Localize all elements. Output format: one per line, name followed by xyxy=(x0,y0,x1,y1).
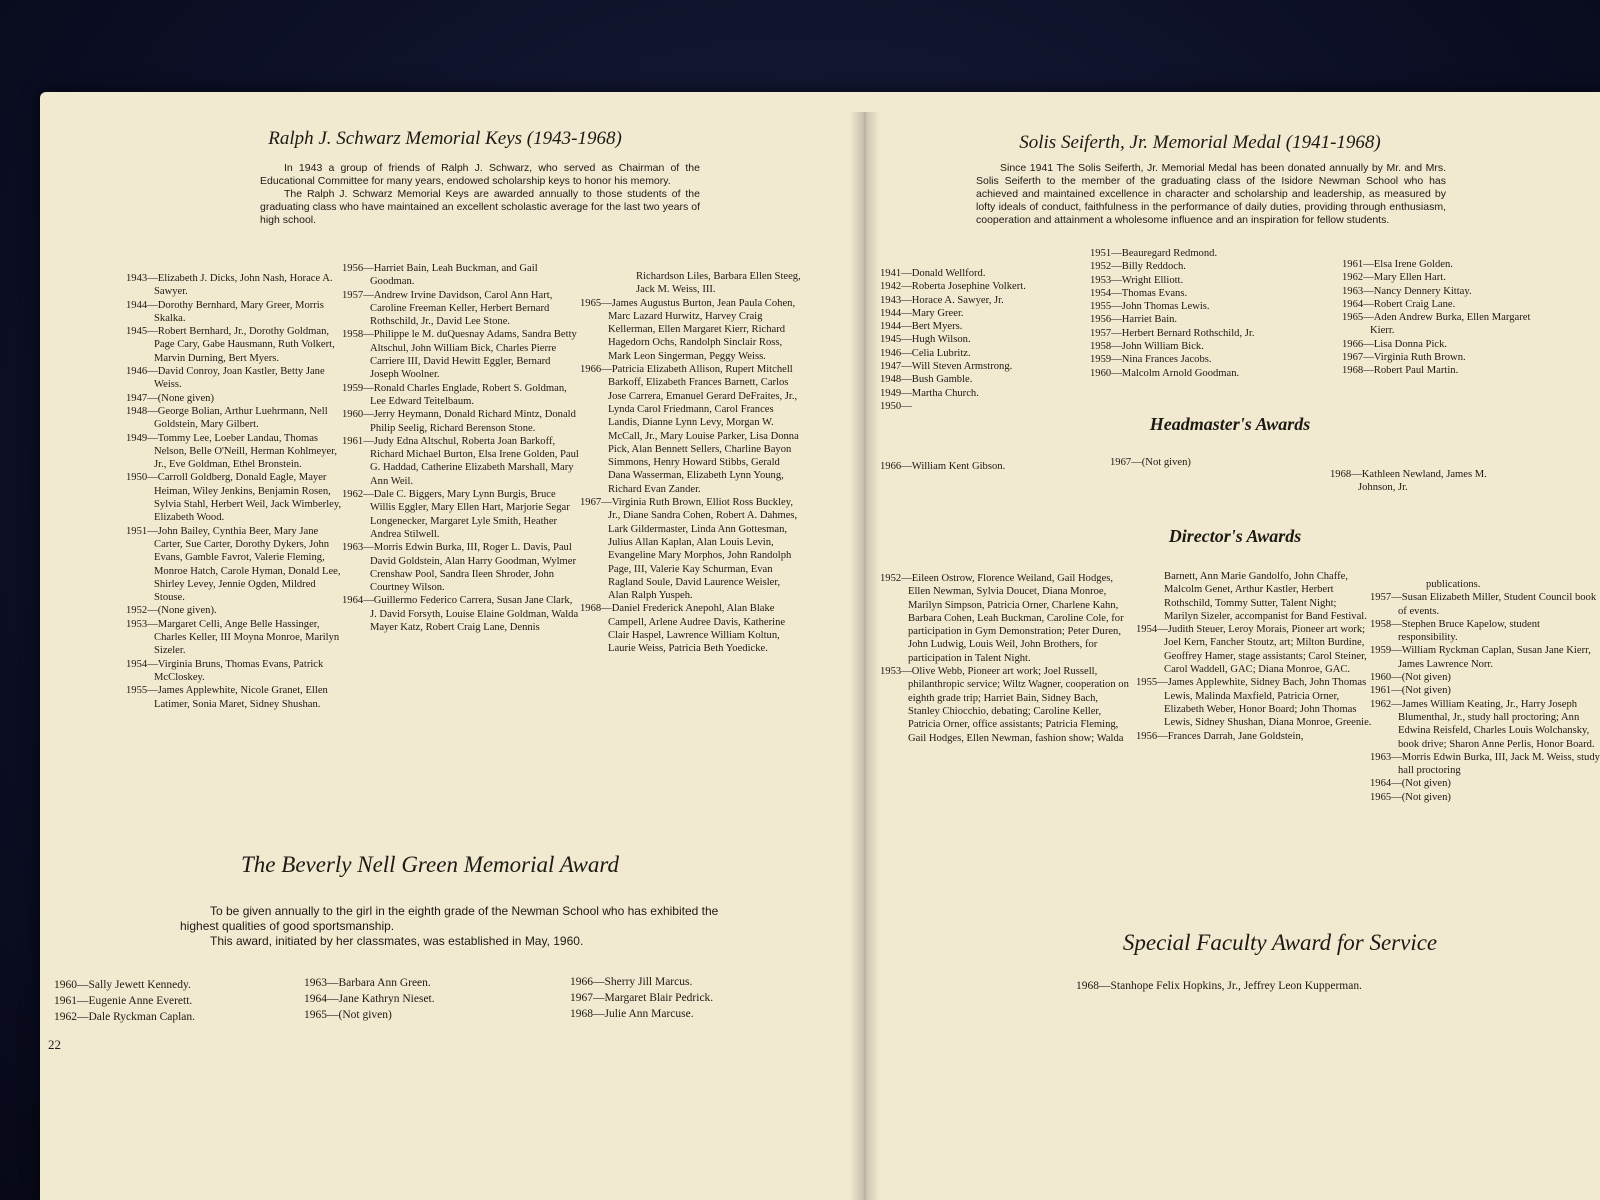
entry-year: 1964 xyxy=(1370,778,1392,790)
schwarz-col3-continuation: Richardson Liles, Barbara Ellen Steeg, Jack M. Weiss, III. xyxy=(636,271,801,296)
entry-names: James William Keating, Jr., Harry Joseph Blumenthal, Jr., study hall proctoring; Ann Edwina Reisfeld, Charles Louis Wolchansky, book drive; Sharon Anne Perlis, Honor Board. xyxy=(1398,698,1595,750)
award-entry: 1957—Andrew Irvine Davidson, Carol Ann Hart, Caroline Freeman Keller, Herbert Bernard Rothschild, Jr., David Lee Stone. xyxy=(342,289,553,328)
entry-year: 1941 xyxy=(880,268,902,279)
entry-year: 1966 xyxy=(570,976,593,988)
award-entry: 1947—(None given) xyxy=(126,392,214,404)
seiferth-column-3 xyxy=(1342,258,1542,378)
seiferth-column-2 xyxy=(1090,247,1340,380)
schwarz-intro-p1: In 1943 a group of friends of Ralph J. Schwarz, who served as Chairman of the Educational Committee for many years, endowed scholarship keys to honor his memory. xyxy=(260,162,700,187)
entry-names: Daniel Frederick Anepohl, Alan Blake Campell, Arlene Audree Davis, Katherine Clair Haspel, Lawrence William Koltun, Laurie Weiss, Patricia Beth Yoedicke. xyxy=(608,603,786,655)
award-entry: 1964—Guillermo Federico Carrera, Susan Jane Clark, J. David Forsyth, Louise Elaine Goldman, Walda Mayer Katz, Robert Craig Lane, Dennis xyxy=(342,595,579,634)
award-entry: 1961—Eugenie Anne Everett. xyxy=(54,995,193,1007)
award-entry: 1943—Elizabeth J. Dicks, John Nash, Horace A. Sawyer. xyxy=(126,273,333,298)
headmaster-entry-1966 xyxy=(880,460,1110,473)
entry-year: 1952 xyxy=(126,605,148,617)
entry-names: Celia Lubritz. xyxy=(911,347,971,359)
entry-names: Dorothy Bernhard, Mary Greer, Morris Skalka. xyxy=(154,299,324,324)
entry-names: Bert Myers. xyxy=(911,321,963,333)
entry-names: Barbara Ann Green. xyxy=(338,977,431,989)
schwarz-column-2 xyxy=(342,262,580,634)
entry-year: 1944 xyxy=(880,307,902,319)
entry-names: Jerry Heymann, Donald Richard Mintz, Donald Philip Seelig, Richard Berenson Stone. xyxy=(370,409,576,434)
entry-year: 1954 xyxy=(1136,624,1158,636)
award-entry: 1957—Herbert Bernard Rothschild, Jr. xyxy=(1090,327,1255,339)
award-entry: 1965—Aden Andrew Burka, Ellen Margaret Kierr. xyxy=(1342,312,1531,337)
entry-year: 1955 xyxy=(126,685,148,697)
seiferth-intro-text: Since 1941 The Solis Seiferth, Jr. Memorial Medal has been donated annually by Mr. and Mrs. Solis Seiferth to the member of the graduating class of the Isidore Newman School who has achieved and maintained excellence in character and scholarship and leadership, as measured by lofty ideals of conduct, faithfulness in the performance of daily duties, providing through enthusiasm, cooperation and attainment a wholesome influence and an inspiration for fellow students. xyxy=(976,162,1446,226)
entry-year: 1945 xyxy=(126,326,148,338)
award-entry: 1965—James Augustus Burton, Jean Paula Cohen, Marc Lazard Hurwitz, Harvey Craig Kellerman, Ellen Margaret Kierr, Richard Hagedorn Ochs, Randolph Sinclair Ross, Mark Leon Singerman, Peggy Weiss. xyxy=(580,297,796,362)
entry-year: 1942 xyxy=(880,281,902,293)
headmaster-entry: 1968—Kathleen Newland, James M. Johnson, Jr. xyxy=(1330,469,1487,494)
entry-year: 1967 xyxy=(570,992,593,1004)
entry-names: Andrew Irvine Davidson, Carol Ann Hart, Caroline Freeman Keller, Herbert Bernard Rothschild, Jr., David Lee Stone. xyxy=(370,289,553,328)
entry-year: 1953 xyxy=(1090,274,1112,286)
entry-names: (Not given) xyxy=(1401,672,1451,684)
award-entry: 1951—Beauregard Redmond. xyxy=(1090,248,1218,259)
entry-year: 1965 xyxy=(1370,791,1392,803)
seiferth-column-1 xyxy=(880,267,1090,413)
entry-year: 1961 xyxy=(1370,685,1392,697)
entry-year: 1954 xyxy=(1090,287,1112,299)
entry-names: Eugenie Anne Everett. xyxy=(88,995,193,1007)
award-entry: 1960—Jerry Heymann, Donald Richard Mintz, Donald Philip Seelig, Richard Berenson Stone. xyxy=(342,409,576,434)
award-entry: 1950—Carroll Goldberg, Donald Eagle, Mayer Heiman, Wiley Jenkins, Benjamin Rosen, Sylvia Stahl, Herbert Weil, Jack Wimberley, Elizabeth Wood. xyxy=(126,472,342,524)
entry-year: 1963 xyxy=(342,542,364,554)
award-entry: 1946—Celia Lubritz. xyxy=(880,347,971,359)
entry-year: 1962 xyxy=(1342,272,1364,284)
entry-names: Donald Wellford. xyxy=(911,268,986,279)
entry-year: 1964 xyxy=(342,595,364,607)
entry-names: James Applewhite, Sidney Bach, John Thomas Lewis, Malinda Maxfield, Patricia Orner, Elizabeth Weber, Honor Board; John Thomas Lewis, Sidney Shushan, Diana Monroe, Greenie. xyxy=(1164,677,1372,729)
entry-year: 1955 xyxy=(1136,677,1158,689)
entry-year: 1956 xyxy=(1136,730,1158,742)
entry-year: 1961 xyxy=(54,995,77,1007)
green-title: The Beverly Nell Green Memorial Award xyxy=(241,852,619,877)
entry-names: (Not given) xyxy=(1401,685,1451,697)
entry-names: Olive Webb, Pioneer art work; Joel Russell, philanthropic service; Wiltz Wagner, cooperation on eighth grade trip; Harriet Bain, Sidney Bach, Stanley Chiocchio, debating; Caroline Keller, Patricia Orner, office assistants; Patricia Fleming, Gail Hodges, Ellen Newman, fashion show; Walda xyxy=(908,666,1129,744)
entry-year: 1962 xyxy=(342,489,364,501)
entry-names: Elsa Irene Golden. xyxy=(1373,259,1453,270)
award-entry: 1967—Virginia Ruth Brown. xyxy=(1342,352,1466,364)
director-column-3 xyxy=(1370,578,1600,804)
award-entry: 1954—Virginia Bruns, Thomas Evans, Patrick McCloskey. xyxy=(126,658,324,683)
entry-year: 1958 xyxy=(342,329,364,341)
award-entry: 1944—Mary Greer. xyxy=(880,307,964,319)
special-entries xyxy=(1076,978,1536,994)
award-entry: 1953—Wright Elliott. xyxy=(1090,274,1184,286)
award-entry: 1948—Bush Gamble. xyxy=(880,374,973,386)
entry-year: 1963 xyxy=(304,977,327,989)
entry-names: Jane Kathryn Nieset. xyxy=(338,993,435,1005)
entry-names: James Augustus Burton, Jean Paula Cohen, Marc Lazard Hurwitz, Harvey Craig Kellerman, Ellen Margaret Kierr, Richard Hagedorn Ochs, Randolph Sinclair Ross, Mark Leon Singerman, Peggy Weiss. xyxy=(608,297,796,362)
award-entry: 1968—Daniel Frederick Anepohl, Alan Blake Campell, Arlene Audree Davis, Katherine Clair Haspel, Lawrence William Koltun, Laurie Weiss, Patricia Beth Yoedicke. xyxy=(580,603,786,655)
entry-year: 1946 xyxy=(880,347,902,359)
award-entry: 1967—Margaret Blair Pedrick. xyxy=(570,992,714,1004)
award-entry: 1952—(None given). xyxy=(126,605,217,617)
green-intro-p1: To be given annually to the girl in the eighth grade of the Newman School who has exhibited the highest qualities of good sportsmanship. xyxy=(180,904,719,933)
entry-year: 1952 xyxy=(1090,261,1112,273)
entry-year: 1944 xyxy=(126,299,148,311)
award-entry: 1952—Eileen Ostrow, Florence Weiland, Gail Hodges, Ellen Newman, Sylvia Doucet, Diana Monroe, Marilyn Simpson, Patricia Orner, Charlene Kahn, Barbara Cohen, Leah Buckman, Caroline Cole, for participation in Gym Demonstration; Peter Duren, John Ludwig, Louis Weil, John Brothers, for participation in Talent Night. xyxy=(880,573,1124,664)
director-title: Director's Awards xyxy=(1168,526,1302,546)
award-entry: 1949—Tommy Lee, Loeber Landau, Thomas Nelson, Belle O'Neill, Herman Kohlmeyer, Jr., Eve Goldman, Ethel Bronstein. xyxy=(126,432,338,471)
entry-year: 1945 xyxy=(880,334,902,346)
award-entry: 1957—Susan Elizabeth Miller, Student Council book of events. xyxy=(1370,592,1597,617)
entry-names: Bush Gamble. xyxy=(911,374,973,386)
entry-names: Robert Bernhard, Jr., Dorothy Goldman, Page Cary, Gabe Hausmann, Ruth Volkert, Marvin Durning, Bert Myers. xyxy=(154,326,335,364)
green-column-1 xyxy=(54,977,294,1025)
award-entry: 1953—Olive Webb, Pioneer art work; Joel Russell, philanthropic service; Wiltz Wagner, cooperation on eighth grade trip; Harriet Bain, Sidney Bach, Stanley Chiocchio, debating; Caroline Keller, Patricia Orner, office assistants; Patricia Fleming, Gail Hodges, Ellen Newman, fashion show; Walda xyxy=(880,666,1129,744)
entry-names: Horace A. Sawyer, Jr. xyxy=(911,294,1004,306)
entry-names: Morris Edwin Burka, III, Jack M. Weiss, study hall proctoring xyxy=(1398,751,1600,777)
entry-names: (Not given) xyxy=(1401,791,1451,803)
award-entry: 1961—Elsa Irene Golden. xyxy=(1342,259,1453,270)
entry-names: Virginia Ruth Brown, Elliot Ross Buckley, Jr., Diane Sandra Cohen, Robert A. Dahmes, Lark Gildermaster, Linda Ann Gottesman, Julius Allan Kaplan, Alan Louis Levin, Evangeline Mary Morphos, John Randolph Page, III, Valerie Kay Schurman, Evan Ragland Soule, David Laurence Weisler, Alan Ralph Yuspeh. xyxy=(608,497,798,602)
award-entry: 1959—Ronald Charles Englade, Robert S. Goldman, Lee Edward Teitelbaum. xyxy=(342,382,567,407)
schwarz-column-1 xyxy=(126,272,346,711)
entry-year: 1968 xyxy=(570,1008,593,1020)
special-entry: 1968—Stanhope Felix Hopkins, Jr., Jeffrey Leon Kupperman. xyxy=(1076,980,1362,992)
award-entry: 1944—Dorothy Bernhard, Mary Greer, Morris Skalka. xyxy=(126,299,324,324)
entry-year: 1956 xyxy=(342,263,364,274)
director-column-1 xyxy=(880,572,1130,745)
award-entry: 1968—Julie Ann Marcuse. xyxy=(570,1008,694,1020)
entry-year: 1964 xyxy=(304,993,327,1005)
award-entry: 1956—Harriet Bain. xyxy=(1090,314,1178,326)
award-entry: 1960—(Not given) xyxy=(1370,672,1451,684)
entry-names: Guillermo Federico Carrera, Susan Jane Clark, J. David Forsyth, Louise Elaine Goldman, Walda Mayer Katz, Robert Craig Lane, Dennis xyxy=(370,595,579,634)
entry-year: 1957 xyxy=(342,289,364,301)
entry-names: Nina Frances Jacobs. xyxy=(1121,354,1212,366)
schwarz-column-3 xyxy=(580,270,802,656)
entry-names: Sally Jewett Kennedy. xyxy=(88,979,191,991)
award-entry: 1962—Dale C. Biggers, Mary Lynn Burgis, Bruce Willis Eggler, Mary Ellen Hart, Marjorie Segar Longenecker, Margaret Lyle Smith, Heather Andrea Stilwell. xyxy=(342,489,570,540)
award-entry: 1960—Malcolm Arnold Goodman. xyxy=(1090,367,1240,379)
entry-year: 1965 xyxy=(580,297,602,309)
award-entry: 1947—Will Steven Armstrong. xyxy=(880,361,1013,373)
entry-names: Robert Paul Martin. xyxy=(1373,365,1459,377)
entry-year: 1968 xyxy=(1342,365,1364,377)
entry-names: Virginia Bruns, Thomas Evans, Patrick McCloskey. xyxy=(154,658,324,683)
entry-year: 1961 xyxy=(342,435,364,447)
entry-names: Hugh Wilson. xyxy=(911,334,971,346)
entry-names: Eileen Ostrow, Florence Weiland, Gail Hodges, Ellen Newman, Sylvia Doucet, Diana Monroe, Marilyn Simpson, Patricia Orner, Charlene Kahn, Barbara Cohen, Leah Buckman, Caroline Cole, for participation in Gym Demonstration; Peter Duren, John Ludwig, Louis Weil, John Brothers, for participation in Talent Night. xyxy=(908,573,1124,664)
entry-year: 1955 xyxy=(1090,301,1112,313)
entry-year: 1959 xyxy=(1090,354,1112,366)
award-entry: 1949—Martha Church. xyxy=(880,387,979,399)
entry-names: George Bolian, Arthur Luehrmann, Nell Goldstein, Mary Gilbert. xyxy=(154,405,328,431)
award-entry: 1954—Thomas Evans. xyxy=(1090,287,1188,299)
entry-year: 1950 xyxy=(880,400,902,412)
award-entry: 1944—Bert Myers. xyxy=(880,321,963,333)
entry-year: 1943 xyxy=(126,273,148,284)
award-entry: 1950— xyxy=(880,400,912,412)
entry-names: Mary Ellen Hart. xyxy=(1373,272,1446,284)
award-entry: 1965—(Not given) xyxy=(304,1009,392,1021)
award-entry: 1966—Patricia Elizabeth Allison, Rupert Mitchell Barkoff, Elizabeth Frances Barnett, Carlos Jose Carrera, Emanuel Gerard DeFraites, Jr., Lynda Carol Friedmann, Carol Frances Landis, Dianne Lynn Levy, Morgan W. McCall, Jr., Mary Louise Parker, Lisa Donna Pick, Alan Bennett Sellers, Charline Bayon Simmons, Henry Howard Stibbs, Gerald Dana Wasserman, Elizabeth Lynn Young, Richard Evan Zander. xyxy=(580,364,799,495)
entry-year: 1960 xyxy=(54,979,77,991)
entry-names: Harriet Bain. xyxy=(1121,314,1178,326)
entry-year: 1960 xyxy=(1370,672,1392,684)
award-entry: 1943—Horace A. Sawyer, Jr. xyxy=(880,294,1004,306)
director-col3-continuation: publications. xyxy=(1426,579,1481,590)
entry-year: 1965 xyxy=(304,1009,327,1021)
award-entry: 1953—Margaret Celli, Ange Belle Hassinger, Charles Keller, III Moyna Monroe, Marilyn Sizeler. xyxy=(126,618,340,657)
award-entry: 1954—Judith Steuer, Leroy Morais, Pioneer art work; Joel Kern, Fancher Stoutz, art; Milton Burdine, Geoffrey Hamer, stage assistants; Carol Steiner, Carol Waddell, GAC; Diana Monroe, GAC. xyxy=(1136,624,1367,676)
award-entry: 1959—William Ryckman Caplan, Susan Jane Kierr, James Lawrence Norr. xyxy=(1370,645,1591,670)
award-entry: 1963—Morris Edwin Burka, III, Roger L. Davis, Paul David Goldstein, Alan Harry Goodman, Wylmer Crenshaw Pool, Sandra Ileen Shroder, John Courtney Wilson. xyxy=(342,542,576,594)
entry-year: 1966 xyxy=(580,364,602,376)
schwarz-intro xyxy=(260,162,700,227)
award-entry: 1965—(Not given) xyxy=(1370,791,1451,803)
entry-year: 1944 xyxy=(880,321,902,333)
entry-names: Virginia Ruth Brown. xyxy=(1373,352,1466,364)
entry-year: 1957 xyxy=(1090,327,1112,339)
entry-names: David Conroy, Joan Kastler, Betty Jane Weiss. xyxy=(154,366,325,391)
entry-names: Martha Church. xyxy=(911,387,979,399)
entry-names: Dale C. Biggers, Mary Lynn Burgis, Bruce Willis Eggler, Mary Ellen Hart, Marjorie Segar Longenecker, Margaret Lyle Smith, Heather Andrea Stilwell. xyxy=(370,489,570,540)
entry-names: Wright Elliott. xyxy=(1121,274,1184,286)
entry-year: 1949 xyxy=(126,432,148,444)
entry-names: Tommy Lee, Loeber Landau, Thomas Nelson, Belle O'Neill, Herman Kohlmeyer, Jr., Eve Goldman, Ethel Bronstein. xyxy=(154,432,338,471)
schwarz-column-3-entries xyxy=(580,297,802,656)
entry-names: John Thomas Lewis. xyxy=(1121,301,1210,313)
award-entry: 1967—Virginia Ruth Brown, Elliot Ross Buckley, Jr., Diane Sandra Cohen, Robert A. Dahmes, Lark Gildermaster, Linda Ann Gottesman, Julius Allan Kaplan, Alan Louis Levin, Evangeline Mary Morphos, John Randolph Page, III, Valerie Kay Schurman, Evan Ragland Soule, David Laurence Weisler, Alan Ralph Yuspeh. xyxy=(580,497,798,602)
award-entry: 1960—Sally Jewett Kennedy. xyxy=(54,979,191,991)
booklet-spine xyxy=(850,112,880,1200)
award-entry: 1963—Morris Edwin Burka, III, Jack M. Weiss, study hall proctoring xyxy=(1370,751,1600,777)
award-entry: 1959—Nina Frances Jacobs. xyxy=(1090,354,1212,366)
entry-names: Morris Edwin Burka, III, Roger L. Davis, Paul David Goldstein, Alan Harry Goodman, Wylmer Crenshaw Pool, Sandra Ileen Shroder, John Courtney Wilson. xyxy=(370,542,576,594)
headmaster-entry-1967 xyxy=(1110,456,1290,469)
entry-names: Robert Craig Lane. xyxy=(1373,298,1456,310)
headmaster-entry: 1966—William Kent Gibson. xyxy=(880,461,1006,472)
award-entry: 1956—Harriet Bain, Leah Buckman, and Gail Goodman. xyxy=(342,263,538,288)
award-entry: 1968—Robert Paul Martin. xyxy=(1342,365,1459,377)
award-entry: 1962—Mary Ellen Hart. xyxy=(1342,272,1446,284)
award-entry: 1945—Hugh Wilson. xyxy=(880,334,971,346)
entry-names: Roberta Josephine Volkert. xyxy=(911,281,1026,293)
entry-names: Harriet Bain, Leah Buckman, and Gail Goodman. xyxy=(370,263,538,288)
headmaster-title: Headmaster's Awards xyxy=(1149,414,1311,434)
entry-names: (Not given) xyxy=(1401,778,1451,790)
page-number: 22 xyxy=(48,1037,61,1052)
entry-names: (Not given) xyxy=(338,1009,392,1021)
entry-year: 1946 xyxy=(126,366,148,378)
right-page xyxy=(880,92,1600,1200)
entry-year: 1963 xyxy=(1342,285,1364,297)
entry-names: Thomas Evans. xyxy=(1121,287,1188,299)
schwarz-intro-p2: The Ralph J. Schwarz Memorial Keys are awarded annually to those students of the graduating class who have maintained an excellent scholastic average for the last two years of high school. xyxy=(260,188,700,226)
entry-names: Elizabeth J. Dicks, John Nash, Horace A. Sawyer. xyxy=(154,273,333,298)
entry-year: 1962 xyxy=(54,1011,77,1023)
entry-year: 1952 xyxy=(880,573,902,584)
entry-names: Judy Edna Altschul, Roberta Joan Barkoff, Richard Michael Burton, Elsa Irene Golden, Paul G. Haddad, Catherine Elizabeth Marshall, Mary Ann Weil. xyxy=(370,435,579,487)
entry-year: 1963 xyxy=(1370,751,1392,763)
entry-names: (None given) xyxy=(157,392,214,404)
entry-year: 1960 xyxy=(342,409,364,421)
entry-year: 1953 xyxy=(126,618,148,630)
green-column-3 xyxy=(570,974,830,1022)
entry-names: Dale Ryckman Caplan. xyxy=(88,1011,196,1023)
entry-names: Beauregard Redmond. xyxy=(1121,248,1218,259)
award-entry: 1956—Frances Darrah, Jane Goldstein, xyxy=(1136,730,1304,742)
award-entry: 1963—Nancy Dennery Kittay. xyxy=(1342,285,1472,297)
headmaster-entry: 1967—(Not given) xyxy=(1110,457,1191,468)
award-entry: 1964—Jane Kathryn Nieset. xyxy=(304,993,435,1005)
entry-year: 1950 xyxy=(126,472,148,484)
award-entry: 1964—(Not given) xyxy=(1370,778,1451,790)
award-entry: 1962—James William Keating, Jr., Harry Joseph Blumenthal, Jr., study hall proctoring; Ann Edwina Reisfeld, Charles Louis Wolchansky, book drive; Sharon Anne Perlis, Honor Board. xyxy=(1370,698,1595,750)
entry-names: Susan Elizabeth Miller, Student Council book of events. xyxy=(1398,592,1597,617)
entry-year: 1964 xyxy=(1342,298,1364,310)
entry-names: Patricia Elizabeth Allison, Rupert Mitchell Barkoff, Elizabeth Frances Barnett, Carlos Jose Carrera, Emanuel Gerard DeFraites, Jr., Lynda Carol Friedmann, Carol Frances Landis, Dianne Lynn Levy, Morgan W. McCall, Jr., Mary Louise Parker, Lisa Donna Pick, Alan Bennett Sellers, Charline Bayon Simmons, Henry Howard Stibbs, Gerald Dana Wasserman, Elizabeth Lynn Young, Richard Evan Zander. xyxy=(608,364,799,495)
award-entry: 1966—Sherry Jill Marcus. xyxy=(570,976,693,988)
director-column-2 xyxy=(1136,570,1372,743)
entry-year: 1948 xyxy=(880,374,902,386)
entry-year: 1954 xyxy=(126,658,148,670)
entry-names: (None given). xyxy=(157,605,217,617)
entry-year: 1958 xyxy=(1370,618,1392,630)
entry-names: Sherry Jill Marcus. xyxy=(604,976,693,988)
green-column-2 xyxy=(304,975,554,1023)
entry-year: 1947 xyxy=(880,361,902,373)
entry-year: 1965 xyxy=(1342,312,1364,324)
director-col2-continuation: Barnett, Ann Marie Gandolfo, John Chaffe, Malcolm Genet, Arthur Kastler, Herbert Rothschild, Tommy Sutter, Talent Night; Marilyn Sizeler, accompanist for Band Festival. xyxy=(1164,571,1367,622)
entry-year: 1951 xyxy=(1090,248,1112,259)
entry-names: Herbert Bernard Rothschild, Jr. xyxy=(1121,327,1255,339)
entry-names: John William Bick. xyxy=(1121,341,1204,353)
award-entry: 1955—James Applewhite, Nicole Granet, Ellen Latimer, Sonia Maret, Sidney Shushan. xyxy=(126,685,328,710)
award-entry: 1945—Robert Bernhard, Jr., Dorothy Goldman, Page Cary, Gabe Hausmann, Ruth Volkert, Marvin Durning, Bert Myers. xyxy=(126,326,335,364)
green-intro xyxy=(180,904,740,949)
special-title: Special Faculty Award for Service xyxy=(1122,930,1438,955)
entry-year: 1948 xyxy=(126,405,148,417)
entry-names: Carroll Goldberg, Donald Eagle, Mayer Heiman, Wiley Jenkins, Benjamin Rosen, Sylvia Stahl, Herbert Weil, Jack Wimberley, Elizabeth Wood. xyxy=(154,472,342,524)
entry-year: 1959 xyxy=(342,382,364,394)
entry-names: Judith Steuer, Leroy Morais, Pioneer art work; Joel Kern, Fancher Stoutz, art; Milton Burdine, Geoffrey Hamer, stage assistants; Carol Steiner, Carol Waddell, GAC; Diana Monroe, GAC. xyxy=(1164,624,1367,676)
entry-names: Nancy Dennery Kittay. xyxy=(1373,285,1472,297)
entry-year: 1953 xyxy=(880,666,902,678)
award-entry: 1962—Dale Ryckman Caplan. xyxy=(54,1011,196,1023)
entry-names: Ronald Charles Englade, Robert S. Goldman, Lee Edward Teitelbaum. xyxy=(370,382,567,407)
award-entry: 1955—James Applewhite, Sidney Bach, John Thomas Lewis, Malinda Maxfield, Patricia Orner, Elizabeth Weber, Honor Board; John Thomas Lewis, Sidney Shushan, Diana Monroe, Greenie. xyxy=(1136,677,1372,729)
entry-names: James Applewhite, Nicole Granet, Ellen Latimer, Sonia Maret, Sidney Shushan. xyxy=(154,685,328,710)
entry-year: 1958 xyxy=(1090,341,1112,353)
schwarz-title: Ralph J. Schwarz Memorial Keys (1943-1968) xyxy=(268,128,622,149)
entry-year: 1967 xyxy=(1342,352,1364,364)
entry-names: Billy Reddoch. xyxy=(1121,261,1186,273)
award-entry: 1948—George Bolian, Arthur Luehrmann, Nell Goldstein, Mary Gilbert. xyxy=(126,405,328,431)
entry-year: 1951 xyxy=(126,525,148,537)
green-intro-p2: This award, initiated by her classmates, was established in May, 1960. xyxy=(210,934,584,948)
award-entry: 1958—John William Bick. xyxy=(1090,341,1204,353)
entry-names: Lisa Donna Pick. xyxy=(1373,338,1448,350)
award-entry: 1963—Barbara Ann Green. xyxy=(304,977,431,989)
entry-year: 1956 xyxy=(1090,314,1112,326)
award-entry: 1955—John Thomas Lewis. xyxy=(1090,301,1210,313)
entry-names: Mary Greer. xyxy=(911,307,964,319)
award-entry: 1964—Robert Craig Lane. xyxy=(1342,298,1456,310)
entry-year: 1962 xyxy=(1370,698,1392,710)
seiferth-title: Solis Seiferth, Jr. Memorial Medal (1941-1968) xyxy=(1019,132,1381,153)
director-column-3-entries xyxy=(1370,591,1600,804)
entry-year: 1966 xyxy=(1342,338,1364,350)
director-column-2-entries xyxy=(1136,623,1372,743)
entry-year: 1949 xyxy=(880,387,902,399)
award-entry: 1951—John Bailey, Cynthia Beer, Mary Jane Carter, Sue Carter, Dorothy Dykers, John Evans, Gamble Favrot, Valerie Fleming, Monroe Hatch, Carole Hyman, Donald Lee, Shirley Levey, Jennie Ogden, Mildred Stouse. xyxy=(126,525,341,604)
entry-names: William Ryckman Caplan, Susan Jane Kierr, James Lawrence Norr. xyxy=(1398,645,1591,670)
entry-names: Margaret Blair Pedrick. xyxy=(604,992,714,1004)
award-entry: 1966—Lisa Donna Pick. xyxy=(1342,338,1448,350)
entry-year: 1943 xyxy=(880,294,902,306)
entry-year: 1967 xyxy=(580,497,602,509)
entry-year: 1947 xyxy=(126,392,148,404)
award-entry: 1946—David Conroy, Joan Kastler, Betty Jane Weiss. xyxy=(126,366,325,391)
entry-names: Philippe le M. duQuesnay Adams, Sandra Betty Altschul, John William Bick, Charles Pierre Carriere III, David Hewitt Eggler, Bernard Joseph Woolner. xyxy=(370,329,577,381)
award-entry: 1942—Roberta Josephine Volkert. xyxy=(880,281,1026,293)
entry-names: Will Steven Armstrong. xyxy=(911,361,1013,373)
entry-names: Stephen Bruce Kapelow, student responsibility. xyxy=(1398,618,1540,644)
entry-names: Aden Andrew Burka, Ellen Margaret Kierr. xyxy=(1370,312,1531,337)
award-entry: 1961—Judy Edna Altschul, Roberta Joan Barkoff, Richard Michael Burton, Elsa Irene Golden, Paul G. Haddad, Catherine Elizabeth Marshall, Mary Ann Weil. xyxy=(342,435,579,487)
award-entry: 1941—Donald Wellford. xyxy=(880,268,986,279)
left-page xyxy=(40,92,850,1200)
entry-year: 1960 xyxy=(1090,367,1112,379)
award-entry: 1952—Billy Reddoch. xyxy=(1090,261,1186,273)
award-entry: 1958—Philippe le M. duQuesnay Adams, Sandra Betty Altschul, John William Bick, Charles Pierre Carriere III, David Hewitt Eggler, Bernard Joseph Woolner. xyxy=(342,329,577,381)
headmaster-entry-1968 xyxy=(1330,468,1500,495)
entry-names: Frances Darrah, Jane Goldstein, xyxy=(1167,730,1304,742)
seiferth-intro xyxy=(976,162,1446,227)
entry-year: 1957 xyxy=(1370,592,1392,604)
entry-year: 1968 xyxy=(580,603,602,615)
entry-names: Malcolm Arnold Goodman. xyxy=(1121,367,1240,379)
entry-year: 1959 xyxy=(1370,645,1392,657)
entry-names: John Bailey, Cynthia Beer, Mary Jane Carter, Sue Carter, Dorothy Dykers, John Evans, Gamble Favrot, Valerie Fleming, Monroe Hatch, Carole Hyman, Donald Lee, Shirley Levey, Jennie Ogden, Mildred Stouse. xyxy=(154,525,341,604)
entry-names: Julie Ann Marcuse. xyxy=(604,1008,694,1020)
entry-names: Margaret Celli, Ange Belle Hassinger, Charles Keller, III Moyna Monroe, Marilyn Sizeler. xyxy=(154,618,340,657)
entry-year: 1961 xyxy=(1342,259,1364,270)
award-entry: 1958—Stephen Bruce Kapelow, student responsibility. xyxy=(1370,618,1540,644)
award-entry: 1961—(Not given) xyxy=(1370,685,1451,697)
booklet-spread xyxy=(40,92,1600,1200)
